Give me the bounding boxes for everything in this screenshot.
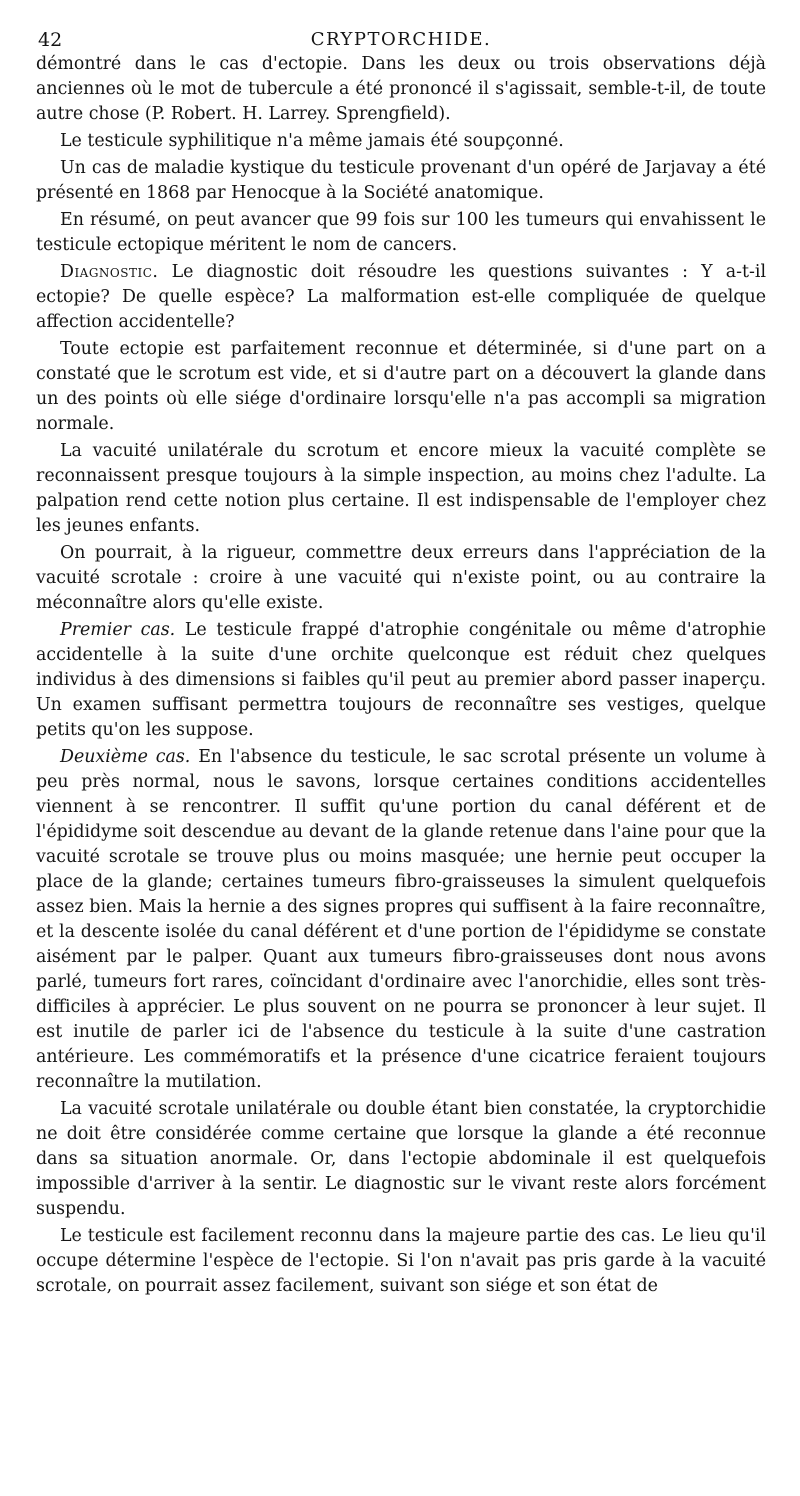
paragraph (36, 1097, 766, 1222)
body-text (36, 52, 766, 1299)
paragraph-text: La vacuité unilatérale du scrotum et encore mieux la vacuité complète se reconnaissent presque toujours à la simple inspection, au moins chez l'adulte. La palpation rend cette notion plus certaine. Il est indispensable de l'employer chez les jeunes enfants. (36, 441, 766, 536)
paragraph-text: Le testicule syphilitique n'a même jamais été soupçonné. (60, 131, 564, 151)
paragraph (36, 439, 766, 539)
paragraph-text: Toute ectopie est parfaitement reconnue et déterminée, si d'une part on a constaté que le scrotum est vide, et si d'autre part on a découvert la glande dans un des points où elle siége d'ordinaire lorsqu'elle n'a pas accompli sa migration normale. (36, 339, 766, 434)
subheading-premier-cas: Premier cas. (60, 620, 176, 640)
paragraph (36, 337, 766, 437)
paragraph-text: Un cas de maladie kystique du testicule provenant d'un opéré de Jarjavay a été présenté en 1868 par Henocque à la Société anatomique. (36, 158, 766, 203)
paragraph (36, 541, 766, 616)
paragraph-text: En l'absence du testicule, le sac scrotal présente un volume à peu près normal, nous le savons, lorsque certaines conditions accidentelles viennent à se rencontrer. Il suffit qu'une portion du canal déférent et de l'épididyme soit descendue au devant de la glande retenue dans l'aine pour que la vacuité scrotale se trouve plus ou moins masquée; une hernie peut occuper la place de la glande; certaines tumeurs fibro-graisseuses la simulent quelquefois assez bien. Mais la hernie a des signes propres qui suffisent à la faire reconnaître, et la descente isolée du canal déférent et d'une portion de l'épididyme se constate aisément par le palper. Quant aux tumeurs fibro-graisseuses dont nous avons parlé, tumeurs fort rares, coïncidant d'ordinaire avec l'anorchidie, elles sont très-difficiles à apprécier. Le plus souvent on ne pourra se prononcer à leur sujet. Il est inutile de parler ici de l'absence du testicule à la suite d'une castration antérieure. Les commémoratifs et la présence d'une cicatrice feraient toujours reconnaître la mutilation. (36, 747, 766, 1092)
running-title: CRYPTORCHIDE. (310, 29, 492, 50)
section-heading-diagnostic: Diagnostic. (60, 262, 159, 282)
paragraph-text: Le diagnostic doit résoudre les questions suivantes : Y a-t-il ectopie? De quelle espèce? La malformation est-elle compliquée de quelque affection accidentelle? (36, 262, 767, 332)
paragraph-text: démontré dans le cas d'ectopie. Dans les deux ou trois observations déjà anciennes où le mot de tubercule a été prononcé il s'agissait, semble-t-il, de toute autre chose (P. Robert. H. Larrey. Sprengfield). (36, 54, 766, 124)
paragraph (36, 1224, 766, 1299)
paragraph (36, 208, 766, 258)
paragraph-premier-cas (36, 618, 766, 743)
paragraph (36, 156, 766, 206)
page-header (36, 0, 766, 52)
page-number: 42 (38, 29, 63, 51)
paragraph-text: On pourrait, à la rigueur, commettre deux erreurs dans l'appréciation de la vacuité scrotale : croire à une vacuité qui n'existe point, ou au contraire la méconnaître alors qu'elle existe. (36, 543, 766, 613)
subheading-deuxieme-cas: Deuxième cas. (60, 747, 191, 767)
paragraph (36, 129, 766, 154)
paragraph (36, 52, 766, 127)
paragraph-diagnostic (36, 260, 766, 335)
paragraph-text: Le testicule frappé d'atrophie congénitale ou même d'atrophie accidentelle à la suite d'une orchite quelconque est réduit chez quelques individus à des dimensions si faibles qu'il peut au premier abord passer inaperçu. Un examen suffisant permettra toujours de reconnaître ses vestiges, quelque petits qu'on les suppose. (36, 620, 766, 740)
paragraph-text: Le testicule est facilement reconnu dans la majeure partie des cas. Le lieu qu'il occupe détermine l'espèce de l'ectopie. Si l'on n'avait pas pris garde à la vacuité scrotale, on pourrait assez facilement, suivant son siége et son état de (36, 1226, 766, 1296)
paragraph-text: En résumé, on peut avancer que 99 fois sur 100 les tumeurs qui envahissent le testicule ectopique méritent le nom de cancers. (36, 210, 766, 255)
paragraph-deuxieme-cas (36, 745, 766, 1095)
paragraph-text: La vacuité scrotale unilatérale ou double étant bien constatée, la cryptorchidie ne doit être considérée comme certaine que lorsque la glande a été reconnue dans sa situation anormale. Or, dans l'ectopie abdominale il est quelquefois impossible d'arriver à la sentir. Le diagnostic sur le vivant reste alors forcément suspendu. (36, 1099, 766, 1219)
